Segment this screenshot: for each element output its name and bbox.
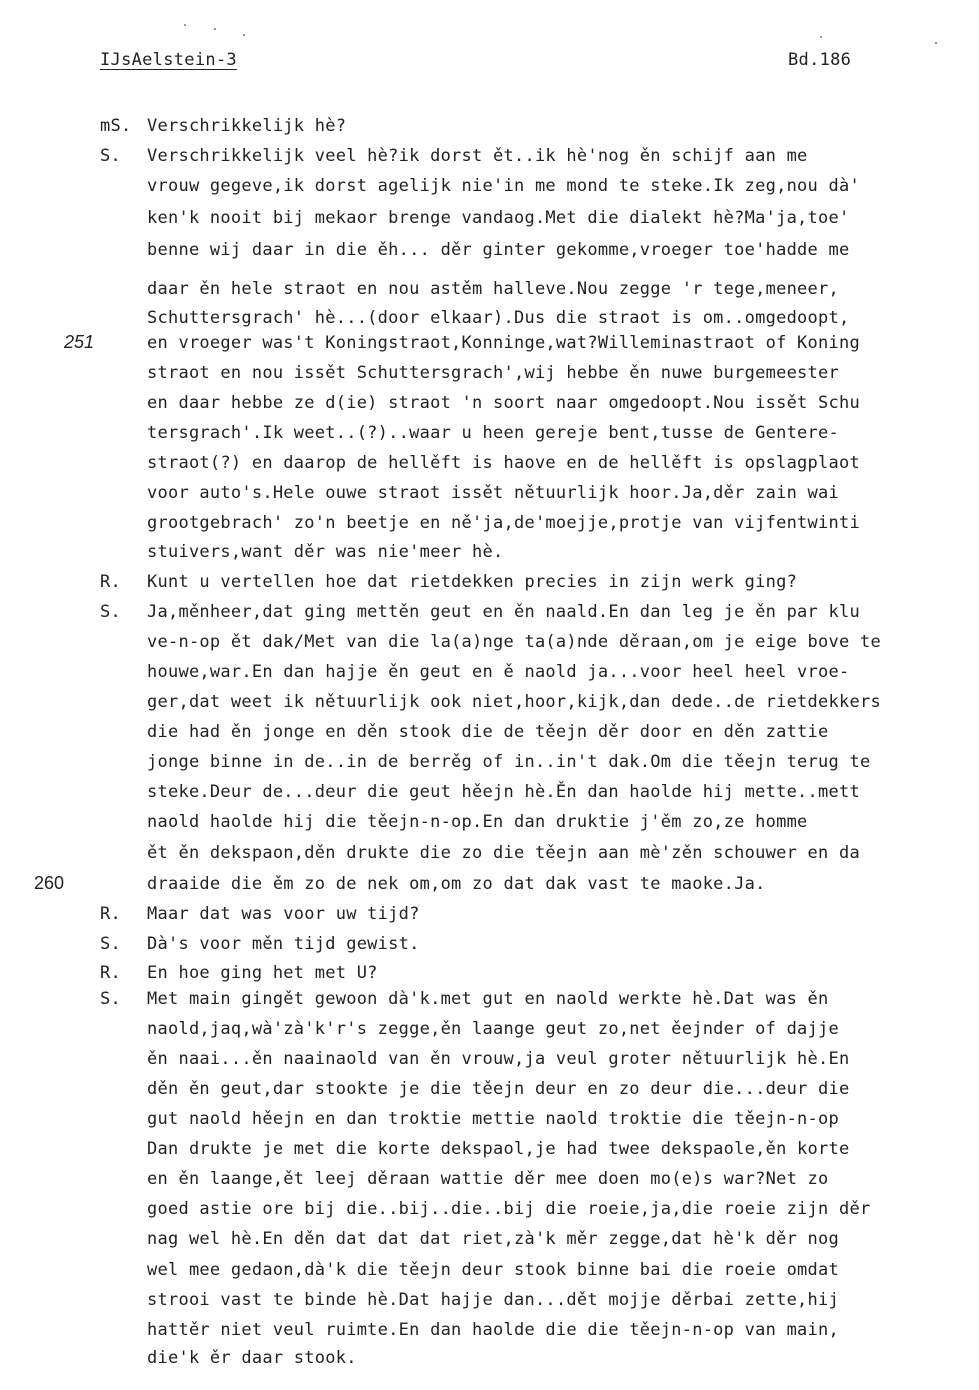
line-text: Verschrikkelijk hè?: [147, 116, 347, 136]
line-text: naold,jaq,wà'zà'k'r's zegge,ěn laange geut zo,net ěejnder of dajje: [147, 1019, 840, 1039]
line-text: grootgebrach' zo'n beetje en ně'ja,de'moejje,protje van vijfentwinti: [147, 513, 860, 533]
line-text: Maar dat was voor uw tijd?: [147, 904, 420, 924]
line-text: benne wij daar in die ěh... děr ginter gekomme,vroeger toe'hadde me: [147, 240, 850, 260]
scan-speck: [184, 24, 186, 26]
line-text: die'k ěr daar stook.: [147, 1348, 357, 1368]
speaker-label: S.: [100, 989, 121, 1009]
speaker-label: R.: [100, 572, 121, 592]
line-text: die had ěn jonge en děn stook die de těejn děr door en děn zattie: [147, 722, 829, 742]
line-text: Met main gingět gewoon dà'k.met gut en naold werkte hè.Dat was ěn: [147, 989, 829, 1009]
line-text: straot(?) en daarop de hellěft is haove en de hellěft is opslagplaot: [147, 453, 860, 473]
line-text: děn ěn geut,dar stookte je die těejn deur en zo deur die...deur die: [147, 1079, 850, 1099]
line-text: Verschrikkelijk veel hè?ik dorst ět..ik hè'nog ěn schijf aan me: [147, 146, 808, 166]
speaker-label: R.: [100, 963, 121, 983]
line-text: Schuttersgrach' hè...(door elkaar).Dus die straot is om..omgedoopt,: [147, 308, 850, 328]
speaker-label: R.: [100, 904, 121, 924]
line-text: Ja,měnheer,dat ging mettěn geut en ěn naald.En dan leg je ěn par klu: [147, 602, 860, 622]
scan-speck: [243, 34, 245, 36]
line-text: ve-n-op ět dak/Met van die la(a)nge ta(a)nde děraan,om je eige bove te: [147, 632, 881, 652]
line-text: gut naold hěejn en dan troktie mettie naold troktie die těejn-n-op: [147, 1109, 840, 1129]
line-text: ger,dat weet ik nětuurlijk ook niet,hoor,kijk,dan dede..de rietdekkers: [147, 692, 881, 712]
margin-line-number: 251: [64, 332, 95, 352]
scan-speck: [935, 42, 937, 44]
scan-speck: [214, 28, 216, 30]
line-text: straot en nou issět Schuttersgrach',wij hebbe ěn nuwe burgemeester: [147, 363, 840, 383]
speaker-label: S.: [100, 146, 121, 166]
line-text: en vroeger was't Koningstraot,Konninge,wat?Willeminastraot of Koning: [147, 333, 860, 353]
line-text: daar ěn hele straot en nou astěm halleve.Nou zegge 'r tege,meneer,: [147, 279, 840, 299]
line-text: strooi vast te binde hè.Dat hajje dan...dět mojje děrbai zette,hij: [147, 1290, 840, 1310]
margin-line-number: 260: [34, 873, 65, 893]
line-text: hattěr niet veul ruimte.En dan haolde die die těejn-n-op van main,: [147, 1320, 840, 1340]
line-text: En hoe ging het met U?: [147, 963, 378, 983]
scan-speck: [820, 36, 822, 38]
speaker-label: S.: [100, 934, 121, 954]
line-text: ěn naai...ěn naainaold van ěn vrouw,ja veul groter nětuurlijk hè.En: [147, 1049, 850, 1069]
line-text: draaide die ěm zo de nek om,om zo dat dak vast te maoke.Ja.: [147, 874, 766, 894]
speaker-label: S.: [100, 602, 121, 622]
line-text: Kunt u vertellen hoe dat rietdekken precies in zijn werk ging?: [147, 572, 798, 592]
line-text: en ěn laange,ět leej děraan wattie děr mee doen mo(e)s war?Net zo: [147, 1169, 829, 1189]
speaker-label: mS.: [100, 116, 132, 136]
page-header-title: IJsAelstein-3: [100, 50, 237, 70]
line-text: naold haolde hij die těejn-n-op.En dan druktie j'ěm zo,ze homme: [147, 812, 808, 832]
line-text: ken'k nooit bij mekaor brenge vandaog.Met die dialekt hè?Ma'ja,toe': [147, 208, 850, 228]
line-text: houwe,war.En dan hajje ěn geut en ě naold ja...voor heel heel vroe-: [147, 662, 850, 682]
page-header-number: Bd.186: [788, 50, 852, 70]
line-text: Dà's voor měn tijd gewist.: [147, 934, 420, 954]
line-text: wel mee gedaon,dà'k die těejn deur stook binne bai die roeie omdat: [147, 1260, 840, 1280]
line-text: tersgrach'.Ik weet..(?)..waar u heen gereje bent,tusse de Gentere-: [147, 423, 840, 443]
line-text: en daar hebbe ze d(ie) straot 'n soort naar omgedoopt.Nou issět Schu: [147, 393, 860, 413]
line-text: ět ěn dekspaon,děn drukte die zo die těejn aan mè'zěn schouwer en da: [147, 843, 860, 863]
line-text: Dan drukte je met die korte dekspaol,je had twee dekspaole,ěn korte: [147, 1139, 850, 1159]
line-text: voor auto's.Hele ouwe straot issět nětuurlijk hoor.Ja,děr zain wai: [147, 483, 840, 503]
line-text: jonge binne in de..in de berrěg of in..in't dak.Om die těejn terug te: [147, 752, 871, 772]
line-text: vrouw gegeve,ik dorst agelijk nie'in me mond te steke.Ik zeg,nou dà': [147, 176, 860, 196]
line-text: goed astie ore bij die..bij..die..bij die roeie,ja,die roeie zijn děr: [147, 1199, 871, 1219]
line-text: steke.Deur de...deur die geut hěejn hè.Ěn dan haolde hij mette..mett: [147, 782, 860, 802]
line-text: nag wel hè.En děn dat dat dat riet,zà'k měr zegge,dat hè'k děr nog: [147, 1229, 840, 1249]
line-text: stuivers,want děr was nie'meer hè.: [147, 542, 504, 562]
